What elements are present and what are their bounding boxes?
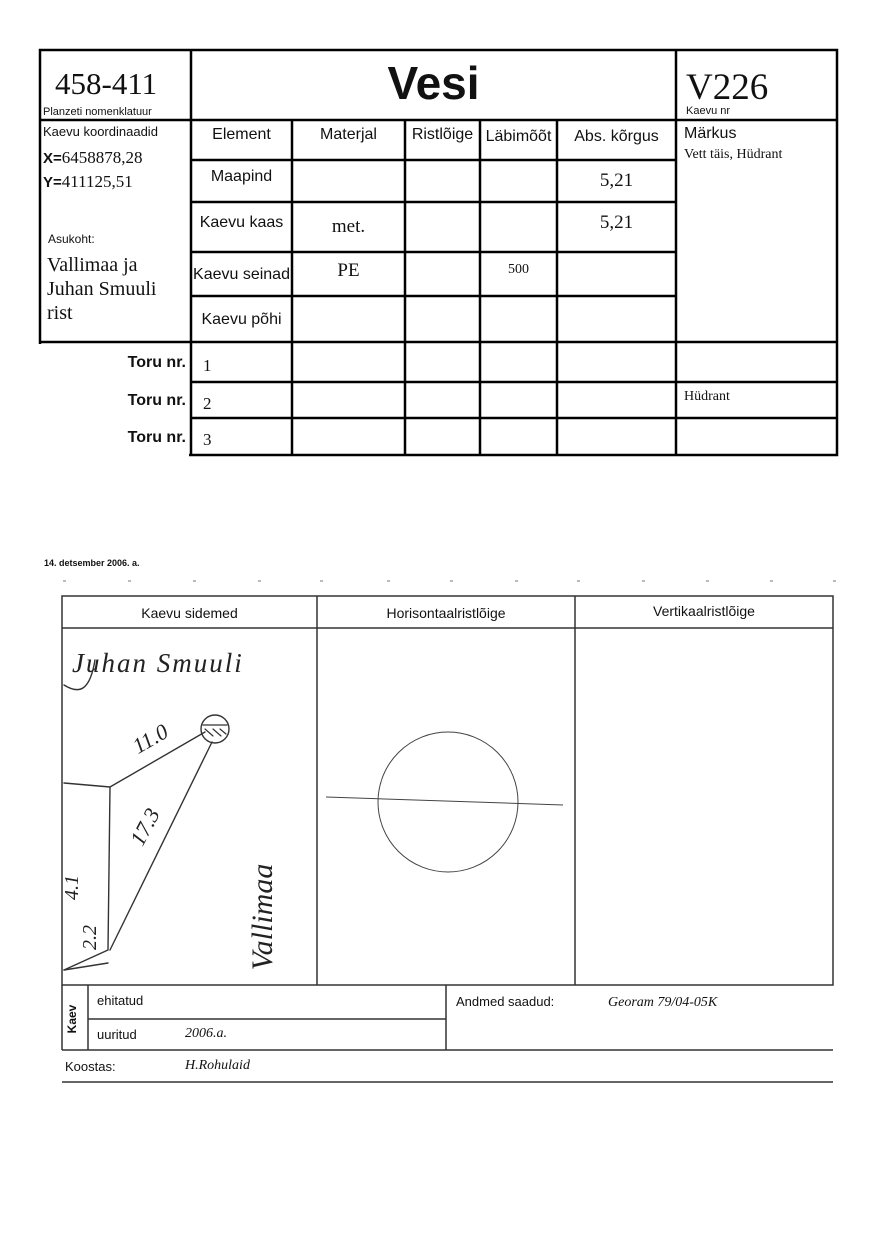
x-value: 6458878,28: [61, 148, 143, 167]
col-kaevu-sidemed: Kaevu sidemed: [141, 605, 238, 621]
pipe-3-number: 3: [203, 430, 212, 449]
author-value: H.Rohulaid: [185, 1058, 250, 1073]
row-maapind-element: Maapind: [210, 168, 273, 185]
pipe-2-label: Toru nr.: [127, 392, 186, 409]
remarks-label: Märkus: [684, 125, 737, 142]
dimension-17: 17.3: [124, 803, 165, 850]
row-pohi-element: Kaevu põhi: [201, 311, 282, 328]
street-juhan-smuuli: Juhan Smuuli: [72, 648, 244, 678]
x-label: X=: [43, 150, 62, 167]
street-vallimaa: Vallimaa: [246, 863, 279, 971]
document-date: 14. detsember 2006. a.: [44, 558, 140, 568]
page-title: Vesi: [387, 57, 480, 109]
kaev-vertical-label: Kaev: [65, 1004, 79, 1034]
sheet-label: Planzeti nomenklatuur: [43, 106, 152, 118]
coordinates-label: Kaevu koordinaadid: [43, 124, 158, 139]
row-kaas-elevation: 5,21: [599, 212, 634, 233]
pipe-2-note: Hüdrant: [684, 389, 730, 404]
well-label: Kaevu nr: [686, 105, 731, 117]
col-header-element: Element: [212, 126, 271, 143]
y-value: 411125,51: [61, 172, 133, 191]
horizontal-section-drawing: [326, 732, 563, 872]
col-header-material: Materjal: [320, 126, 377, 143]
pipe-1-label: Toru nr.: [127, 354, 186, 371]
surveyed-value: 2006.a.: [185, 1026, 227, 1041]
dimension-11: 11.0: [127, 718, 173, 759]
row-kaas-material: met.: [331, 216, 366, 237]
pipe-3-label: Toru nr.: [127, 429, 186, 446]
location-line2: Juhan Smuuli: [47, 278, 157, 300]
built-label: ehitatud: [97, 993, 144, 1008]
row-seinad-element: Kaevu seinad: [193, 266, 290, 283]
row-seinad-material: PE: [337, 260, 360, 281]
dimension-4: 4.1: [61, 875, 83, 900]
col-horizontal-section: Horisontaalristlõige: [386, 605, 506, 621]
surveyed-label: uuritud: [97, 1027, 137, 1042]
data-source-value: Georam 79/04-05K: [608, 995, 718, 1010]
row-kaas-element: Kaevu kaas: [199, 214, 284, 231]
y-label: Y=: [43, 174, 62, 191]
col-vertical-section: Vertikaalristlõige: [653, 603, 755, 619]
sheet-number: 458-411: [55, 66, 158, 101]
well-number: V226: [686, 67, 769, 108]
row-maapind-elevation: 5,21: [599, 170, 634, 191]
location-line3: rist: [47, 302, 73, 324]
pipe-1-number: 1: [203, 356, 212, 375]
location-line1: Vallimaa ja: [47, 254, 138, 276]
dimension-2: 2.2: [79, 925, 101, 950]
pipe-2-number: 2: [203, 394, 212, 413]
col-header-cross-section: Ristlõige: [411, 126, 474, 143]
col-header-elevation: Abs. kõrgus: [574, 128, 659, 145]
author-label: Koostas:: [65, 1059, 116, 1074]
remarks-text: Vett täis, Hüdrant: [684, 147, 783, 162]
col-header-diameter: Läbimõõt: [485, 128, 552, 145]
data-source-label: Andmed saadud:: [456, 994, 555, 1009]
location-label: Asukoht:: [48, 232, 95, 246]
row-seinad-diameter: 500: [508, 262, 529, 277]
